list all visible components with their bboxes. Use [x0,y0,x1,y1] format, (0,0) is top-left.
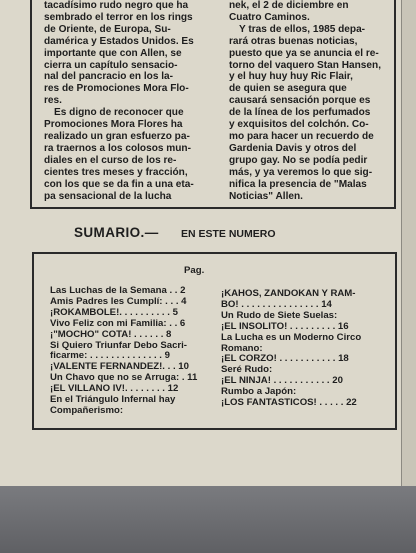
article-line: res de Promociones Mora Flo- [44,83,189,95]
article-line: Noticias" Allen. [229,190,303,202]
article-line: puesto que ya se anuncia el re- [229,47,379,59]
article-line: Gardenia Davis y otros del [229,142,357,154]
index-entry: Un Chavo que no se Arruga: . 11 [50,373,198,384]
page-column-label: Pag. [184,265,205,276]
index-entry: En el Triángulo Infernal hay [50,395,176,406]
sumario-subtitle: EN ESTE NUMERO [181,228,276,240]
article-line: res. [44,95,62,107]
index-entry: ¡KAHOS, ZANDOKAN Y RAM- [221,289,356,299]
index-entry: ¡ROKAMBOLE!. . . . . . . . . . 5 [50,307,178,318]
article-line: nek, el 2 de diciembre en [229,0,349,11]
article-line: más, y ya veremos lo que sig- [229,166,373,178]
index-right-column [221,289,376,409]
article-line: Cuatro Caminos. [229,11,310,23]
article-line: de la línea de los perfumados [229,107,371,119]
article-line: rará otras buenas noticias, [229,35,358,47]
index-entry: Las Luchas de la Semana . . 2 [50,286,186,296]
article-line: de Oriente, de Europa, Su- [44,23,171,35]
article-line: causará sensación porque es [229,95,371,107]
article-line: Promociones Mora Flores ha [44,119,183,131]
index-entry: ¡"MOCHO" COTA! . . . . . . 8 [50,329,172,340]
article-line: realizado un gran esfuerzo pa- [44,130,190,142]
index-entry: La Lucha es un Moderno Circo [221,332,362,343]
index-entry: Romano: [221,343,263,354]
index-entry: Vivo Feliz con mi Familia: . . 6 [50,318,186,329]
index-entry: ¡VALENTE FERNANDEZ!. . . 10 [50,362,189,373]
article-line: pa sensacional de la lucha [44,190,172,202]
index-entry: ¡EL CORZO! . . . . . . . . . . . 18 [221,354,349,365]
article-line: torno del vaquero Stan Hansen, [229,59,381,71]
sumario-title: SUMARIO.— [74,225,159,240]
article-line: damérica y Estados Unidos. Es [44,35,194,47]
article-line: y el huy huy huy Ric Flair, [229,71,353,83]
table-surface [0,486,416,553]
article-line: cientes tres meses y fracción, [44,166,188,178]
index-entry: BO! . . . . . . . . . . . . . . . 14 [221,299,332,310]
article-line: nal del pancracio en los la- [44,71,174,83]
article-right-column [229,0,392,202]
index-entry: Seré Rudo: [221,365,273,376]
index-entry: Rumbo a Japón: [221,387,297,398]
article-line: ra traernos a los colosos mun- [44,142,191,154]
index-entry: ¡LOS FANTASTICOS! . . . . . 22 [221,398,357,409]
index-entry: ¡EL NINJA! . . . . . . . . . . . 20 [221,376,343,387]
index-entry: ¡EL VILLANO IV!. . . . . . . . 12 [50,384,179,395]
article-line: de quien se asegura que [229,83,347,95]
index-left-column [50,286,210,417]
article-line: nifica la presencia de "Malas [229,178,367,190]
index-entry: Si Quiero Triunfar Debo Sacri- [50,340,188,351]
article-line: mo para hacer un recuerdo de [229,130,374,142]
index-entry: Amis Padres les Cumplí: . . . 4 [50,296,187,307]
article-line: diales en el curso de los re- [44,154,177,166]
index-entry: Compañerismo: [50,405,124,416]
article-line: con los que se da fin a una eta- [44,178,194,190]
article-line: y exquisitos del colchón. Co- [229,119,369,131]
index-entry: Un Rudo de Siete Suelas: [221,310,338,321]
article-left-column [44,0,212,202]
index-entry: ¡EL INSOLITO! . . . . . . . . . 16 [221,321,349,332]
article-line: tacadísimo rudo negro que ha [44,0,189,11]
article-line: grupo gay. No se podía pedir [229,154,368,166]
article-line: importante que con Allen, se [44,47,182,59]
article-line: sembrado el terror en los rings [44,11,193,23]
index-entry: ficarme: . . . . . . . . . . . . . . 9 [50,351,170,362]
adjacent-page-edge [401,0,416,486]
article-line: Es digno de reconocer que [54,107,184,119]
article-line: cierra un capítulo sensacio- [44,59,178,71]
article-line: Y tras de ellos, 1985 depa- [239,23,366,35]
